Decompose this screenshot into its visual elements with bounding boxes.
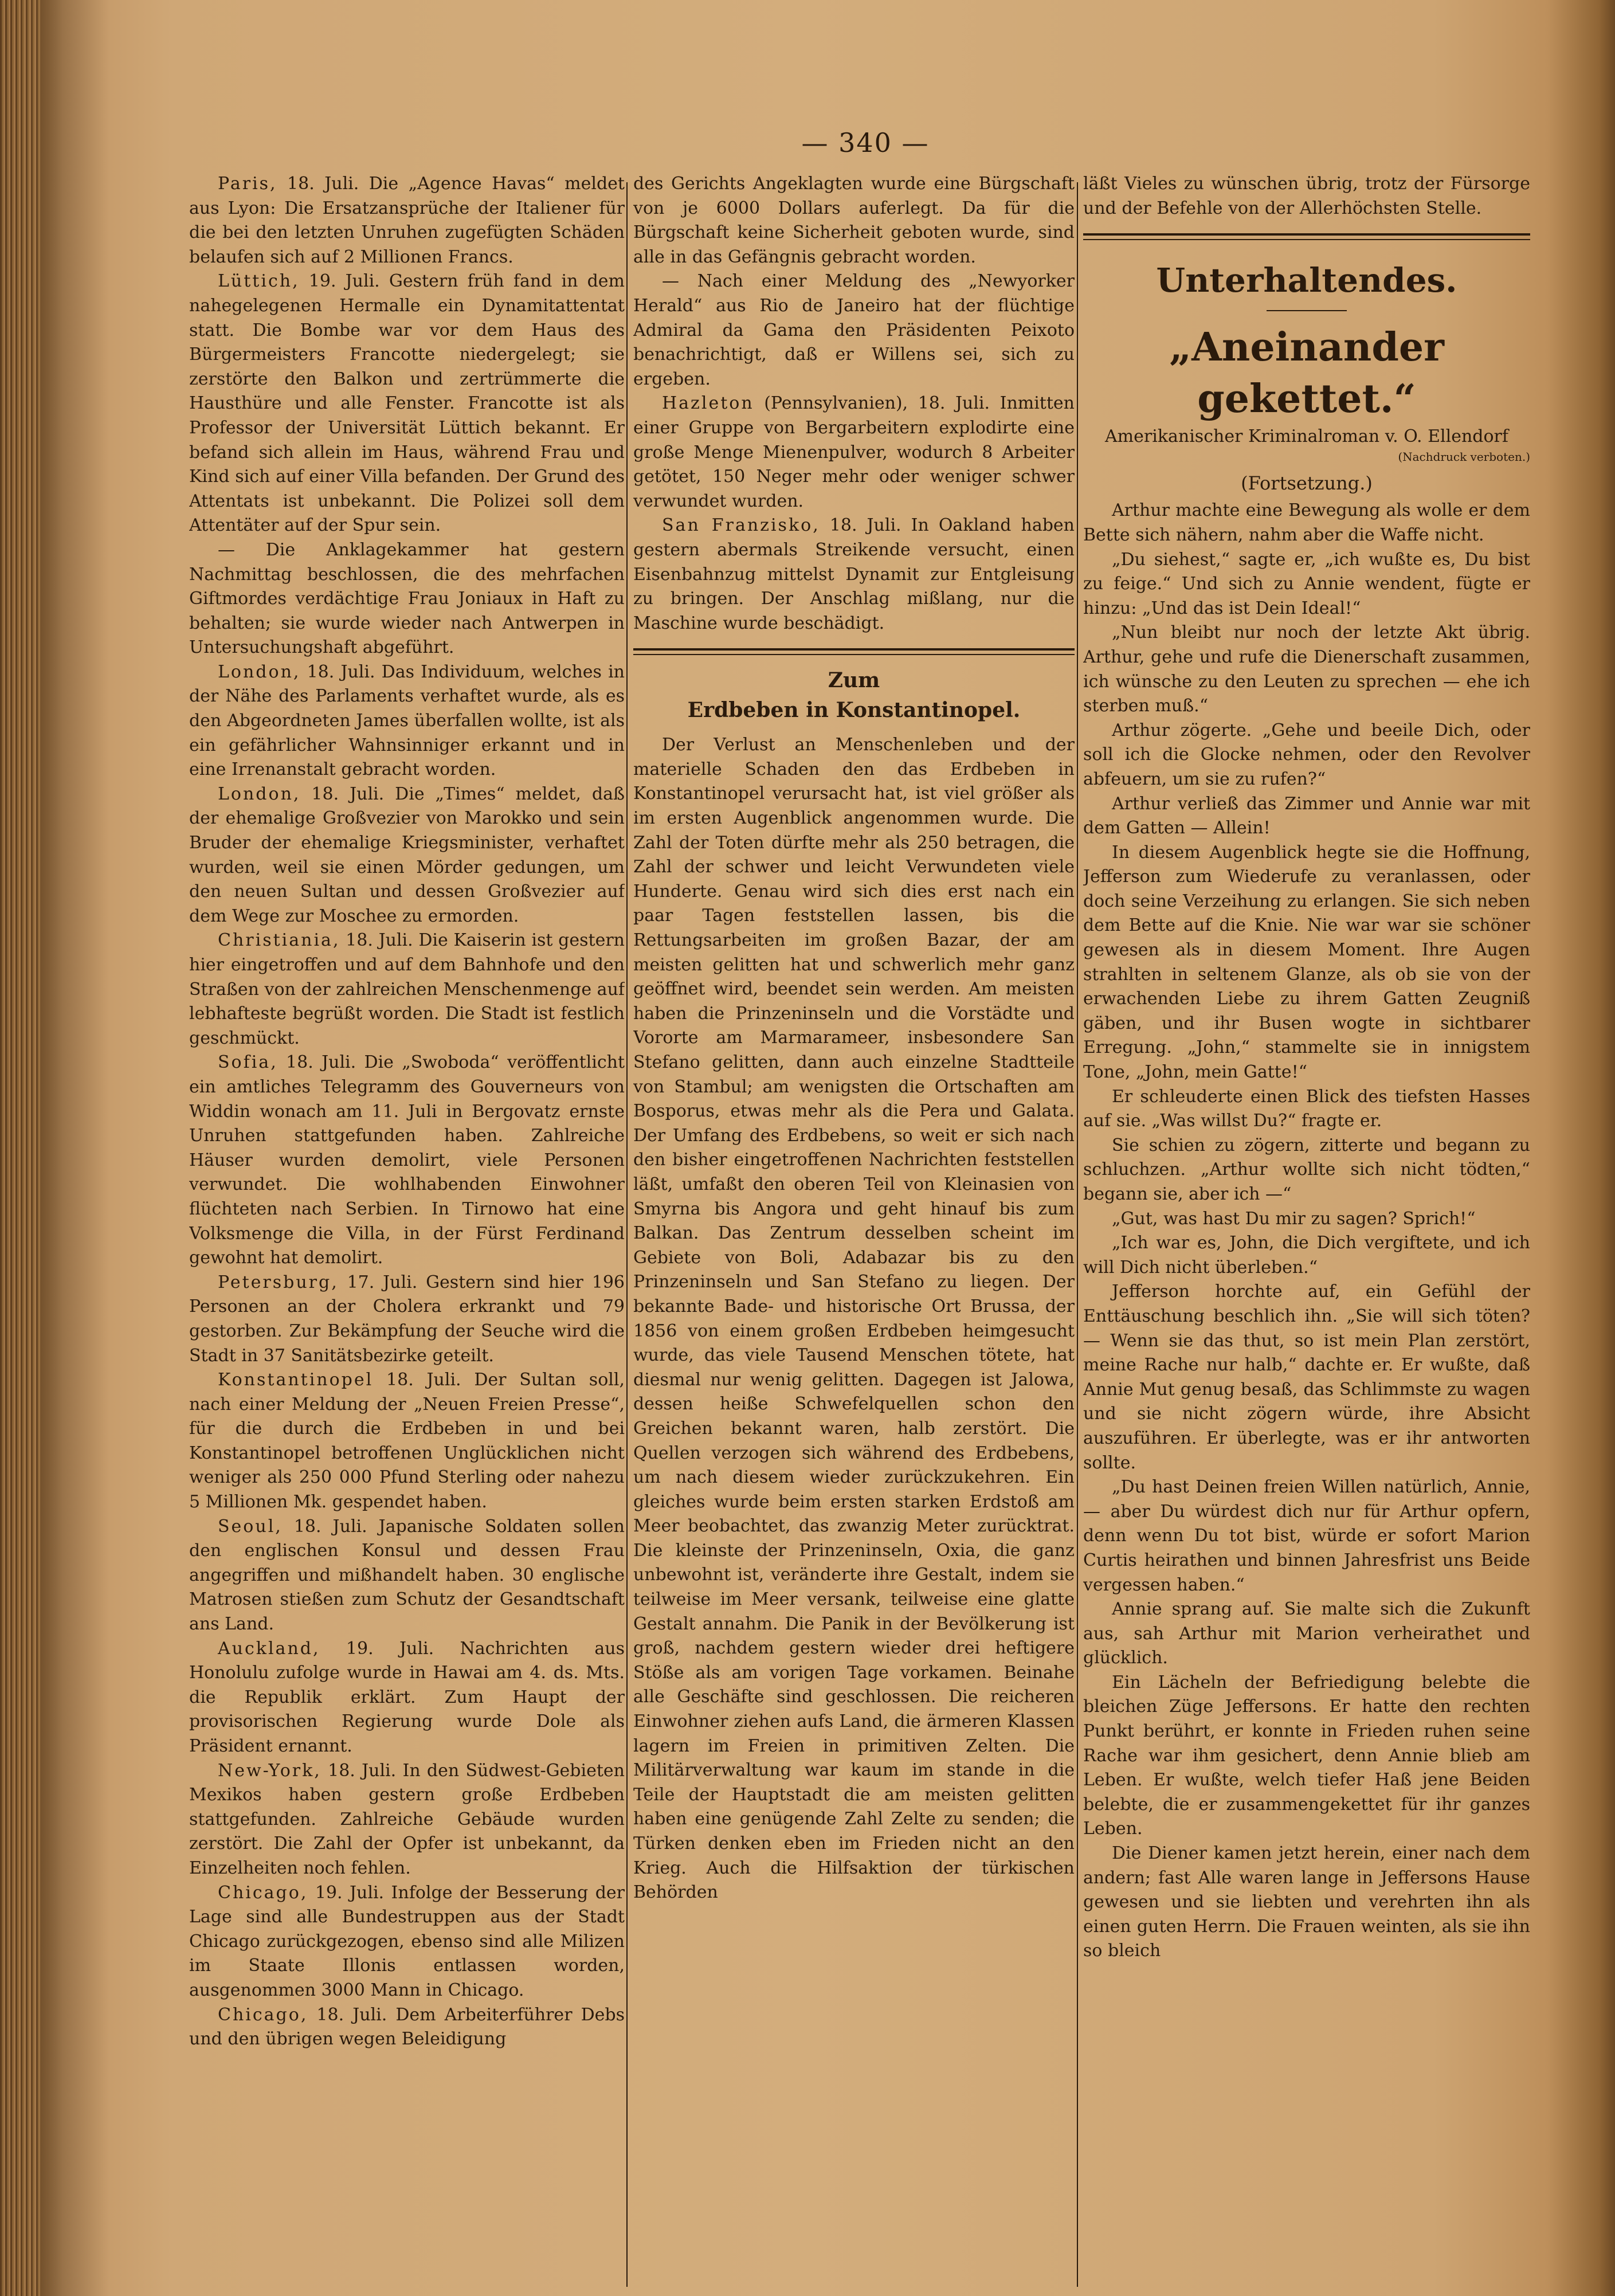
dateline: Lüttich,: [218, 271, 300, 292]
news-item: [189, 660, 625, 782]
news-item: [189, 269, 625, 538]
novel-paragraph: Ein Lächeln der Befriedigung belebte die bleichen Züge Jeffersons. Er hatte den rechten Punkt berührt, er konnte in Frieden ruhen seine Rache war ihm gesichert, denn Annie blieb am Leben. Er wußte, welch tiefer Haß jene Beiden belebte, die er zusammengekettet für ihr ganzes Leben.: [1083, 1672, 1530, 1839]
article-continuation: läßt Vieles zu wünschen übrig, trotz der Fürsorge und der Befehle von der Allerhöchsten Stelle.: [1083, 174, 1530, 218]
dateline: Konstantinopel: [218, 1370, 374, 1390]
news-item: [633, 514, 1075, 636]
novel-paragraph: „Ich war es, John, die Dich vergiftete, und ich will Dich nicht überleben.“: [1083, 1233, 1530, 1278]
news-item: [633, 172, 1075, 269]
column-news-middle: [633, 172, 1075, 2287]
novel-title: „Aneinander gekettet.“: [1169, 324, 1444, 422]
continuation-label: (Fortsetzung.): [1241, 472, 1373, 494]
news-text: (Pennsylvanien), 18. Juli. Inmitten einer Gruppe von Bergarbeitern explodirte eine große Menge Mienenpulver, wodurch 8 Arbeiter getötet, 150 Neger mehr oder weniger schwer verwundet wurden.: [633, 393, 1075, 511]
news-text: des Gerichts Angeklagten wurde eine Bürgschaft von je 6000 Dollars auferlegt. Da für die Bürgschaft keine Sicherheit geboten wurde, sind alle in das Gefängnis gebracht worden.: [633, 174, 1075, 267]
novel-paragraph: Er schleuderte einen Blick des tiefsten Hasses auf sie. „Was willst Du?“ fragte er.: [1083, 1086, 1530, 1131]
news-text: 18. Juli. Dem Arbeiterführer Debs und den übrigen wegen Beleidigung: [189, 2004, 625, 2050]
article-body: Der Verlust an Menschenleben und der materielle Schaden den das Erdbeben in Konstantinopel verursacht hat, ist viel größer als im ersten Augenblick angenommen wurde. Die Zahl der Toten dürfte mehr als 250 betragen, die Zahl der schwer und leicht Verwundeten viele Hunderte. Genau wird sich dies erst nach ein paar Tagen feststellen lassen, bis die Rettungsarbeiten im großen Bazar, der am meisten gelitten hat und schwerlich mehr ganz geöffnet wird, beendet sein werden. Am meisten haben die Prinzeninseln und die Vorstädte und Vororte am Marmarameer, insbesondere San Stefano gelitten, dann auch einzelne Stadtteile von Stambul; am wenigsten die Ortschaften am Bosporus, etwas mehr als die Pera und Galata. Der Umfang des Erdbebens, so weit er sich nach den bisher eingetroffenen Nachrichten feststellen läßt, umfaßt den oberen Teil von Kleinasien von Smyrna bis Angora und geht hinauf bis zum Balkan. Das Zentrum desselben scheint im Gebiete von Boli, Adabazar bis zu den Prinzeninseln und San Stefano zu liegen. Der bekannte Bade- und historische Ort Brussa, der 1856 von einem großen Erdbeben heimgesucht wurde, das viele Tausend Menschen tötete, hat diesmal nur wenig gelitten. Dagegen ist Jalowa, dessen heiße Schwefelquellen schon den Greichen bekannt waren, halb zerstört. Die Quellen verzogen sich während des Erdbebens, um nach diesem wieder zurückzukehren. Ein gleiches wurde beim ersten starken Erdstoß am Meer beobachtet, das zwanzig Meter zurücktrat. Die kleinste der Prinzeninseln, Oxia, die ganz unbewohnt ist, veränderte ihre Gestalt, indem sie teilweise im Meer versank, teilweise eine glatte Gestalt annahm. Die Panik in der Bevölkerung ist groß, nachdem gestern wieder drei heftigere Stöße als am vorigen Tage vorkamen. Beinahe alle Geschäfte sind geschlossen. Die reicheren Einwohner ziehen aufs Land, die ärmeren Klassen lagern im Freien in primitiven Zelten. Die Militärverwaltung war kaum im stande in die Teile der Hauptstadt die am meisten gelitten haben eine genügende Zahl Zelte zu senden; die Türken denken eben im Frieden nicht an den Krieg. Auch die Hilfsaktion der türkischen Behörden: [633, 735, 1075, 1903]
novel-paragraph: Arthur zögerte. „Gehe und beeile Dich, oder soll ich die Glocke nehmen, oder den Revolver abfeuern, um sie zu rufen?“: [1083, 720, 1530, 789]
novel-paragraph: In diesem Augenblick hegte sie die Hoffnung, Jefferson zum Wiederufe zu veranlassen, oder doch seine Verzeihung zu erlangen. Sie sich neben dem Bette auf die Knie. Nie war war sie schöner gewesen als in diesem Moment. Ihre Augen strahlten in seltenem Glanze, als ob sie von der erwachenden Liebe zu ihrem Gatten Zeugniß gäben, und ihr Busen wogte in sichtbarer Erregung. „John,“ stammelte sie in innigstem Tone, „John, mein Gatte!“: [1083, 842, 1530, 1083]
novel-paragraph: „Du hast Deinen freien Willen natürlich, Annie, — aber Du würdest dich nur für Arthur opfern, denn wenn Du tot bist, würde er sofort Marion Curtis heirathen und binnen Jahresfrist uns Beide vergessen haben.“: [1083, 1477, 1530, 1595]
news-text: 18. Juli. Die „Agence Havas“ meldet aus Lyon: Die Ersatzansprüche der Italiener für die bei den letzten Unruhen zugefügten Schäden belaufen sich auf 2 Millionen Francs.: [189, 174, 625, 267]
news-item: [189, 928, 625, 1051]
novel-paragraph: Arthur verließ das Zimmer und Annie war mit dem Gatten — Allein!: [1083, 793, 1530, 839]
news-text: 18. Juli. Die „Times“ meldet, daß der ehemalige Großvezier von Marokko und sein Bruder der ehemalige Kriegsminister, verhaftet wurden, weil sie einen Mörder gedungen, um den neuen Sultan und dessen Großvezier auf dem Wege zur Moschee zu ermorden.: [189, 783, 625, 926]
column-news-left: [189, 172, 625, 2287]
novel-subtitle: Amerikanischer Kriminalroman v. O. Ellendorf: [1105, 426, 1508, 447]
news-item: [633, 269, 1075, 391]
column-rule-2: [1077, 182, 1078, 2287]
news-item: [189, 172, 625, 269]
news-item: [189, 1051, 625, 1270]
section-divider: [1083, 233, 1530, 240]
novel-paragraph: Die Diener kamen jetzt herein, einer nach dem andern; fast Alle waren lange in Jeffersons Hause gewesen und sie liebten und verehrten ihn als einen guten Herrn. Die Frauen weinten, als sie ihn so bleich: [1083, 1843, 1530, 1961]
news-text: 18. Juli. Das Individuum, welches in der Nähe des Parlaments verhaftet wurde, als es den Abgeordneten James überfallen wollte, ist als ein gefährlicher Wahnsinniger erkannt und in eine Irrenanstalt gebracht worden.: [189, 661, 625, 780]
news-item: [189, 1515, 625, 1637]
news-text: 19. Juli. Nachrichten aus Honolulu zufolge wurde in Hawai am 4. ds. Mts. die Republik erklärt. Zum Haupt der provisorischen Regierung wurde Dole als Präsident ernannt.: [189, 1638, 625, 1756]
section-heading: Unterhaltendes.: [1156, 261, 1457, 300]
dateline: San Franzisko,: [662, 515, 820, 536]
novel-paragraph: Arthur machte eine Bewegung als wolle er dem Bette sich nähern, nahm aber die Waffe nicht.: [1083, 500, 1530, 545]
dateline: Seoul,: [218, 1516, 283, 1537]
novel-paragraph: Sie schien zu zögern, zitterte und begann zu schluchzen. „Arthur wollte sich nicht tödten,“ begann sie, aber ich —“: [1083, 1135, 1530, 1204]
dateline: London,: [218, 661, 301, 682]
book-edge: [0, 0, 40, 2296]
section-divider: [633, 648, 1075, 655]
dateline: Chicago,: [218, 2004, 308, 2025]
news-text: 18. Juli. Der Sultan soll, nach einer Meldung der „Neuen Freien Presse“, für die durch die Erdbeben in und bei Konstantinopel betroffenen Unglücklichen nicht weniger als 250 000 Pfund Sterling oder nahezu 5 Millionen Mk. gespendet haben.: [189, 1370, 625, 1513]
news-item: [189, 782, 625, 929]
column-rule-1: [626, 182, 628, 2287]
news-text: — Nach einer Meldung des „Newyorker Herald“ aus Rio de Janeiro hat der flüchtige Admiral da Gama den Präsidenten Peixoto benachrichtigt, daß er Willens sei, sich zu ergeben.: [633, 271, 1075, 389]
news-item: [189, 1368, 625, 1515]
news-item: [189, 1881, 625, 2003]
news-text: 18. Juli. Japanische Soldaten sollen den englischen Konsul und dessen Frau angegriffen und mißhandelt haben. 30 englische Matrosen stießen zum Schutz der Gesandtschaft ans Land.: [189, 1516, 625, 1635]
news-text: 18. Juli. In Oakland haben gestern abermals Streikende versucht, einen Eisenbahnzug mittelst Dynamit zur Entgleisung zu bringen. Der Anschlag mißlang, nur die Maschine wurde beschädigt.: [633, 515, 1075, 633]
novel-paragraph: „Nun bleibt nur noch der letzte Akt übrig. Arthur, gehe und rufe die Dienerschaft zusammen, ich wünsche zu den Leuten zu sprechen — ehe ich sterben muß.“: [1083, 622, 1530, 716]
news-text: 18. Juli. Die „Swoboda“ veröffentlicht ein amtliches Telegramm des Gouverneurs von Widdin wonach am 11. Juli in Bergovatz ernste Unruhen stattgefunden haben. Zahlreiche Häuser wurden demolirt, viele Personen verwundet. Die wohlhabenden Einwohner flüchteten nach Serbien. In Tirnowo hat eine Volksmenge die Villa, in der Fürst Ferdinand gewohnt hat demolirt.: [189, 1052, 625, 1268]
novel-paragraph: Annie sprang auf. Sie malte sich die Zukunft aus, sah Arthur mit Marion verheirathet und glücklich.: [1083, 1599, 1530, 1668]
news-item: [189, 2003, 625, 2052]
dateline: New-York,: [218, 1760, 322, 1781]
news-item: [633, 391, 1075, 514]
novel-paragraph: Jefferson horchte auf, ein Gefühl der Enttäuschung beschlich ihn. „Sie will sich töten? — Wenn sie das thut, so ist mein Plan zerstört, meine Rache nur halb,“ dachte er. Er wußte, daß Annie Mut genug besaß, das Schlimmste zu wagen und sie nicht zögern würde, ihre Absicht auszuführen. Er überlegte, was er ihr antworten sollte.: [1083, 1282, 1530, 1473]
dateline: London,: [218, 783, 301, 804]
dateline: Chicago,: [218, 1882, 308, 1903]
page-number: — 340 —: [801, 127, 930, 158]
dateline: Auckland,: [218, 1638, 320, 1659]
news-item: [189, 1759, 625, 1881]
dateline: Sofia,: [218, 1052, 278, 1073]
news-text: 18. Juli. Die Kaiserin ist gestern hier eingetroffen und auf dem Bahnhofe und den Straßen von der zahlreichen Menschenmenge auf lebhafteste begrüßt worden. Die Stadt ist festlich geschmückt.: [189, 930, 625, 1048]
binding-shadow: [40, 0, 109, 2296]
dateline: Paris,: [218, 174, 277, 194]
column-feuilleton: [1083, 172, 1530, 2287]
news-text: 17. Juli. Gestern sind hier 196 Personen an der Cholera erkrankt und 79 gestorben. Zur Bekämpfung der Seuche wird die Stadt in 37 Sanitätsbezirke geteilt.: [189, 1272, 625, 1366]
news-item: [189, 1637, 625, 1759]
dateline: Christiania,: [218, 930, 340, 951]
news-text: 19. Juli. Gestern früh fand in dem nahegelegenen Hermalle ein Dynamitattentat statt. Die Bombe war vor dem Haus des Bürgermeisters Francotte niedergelegt; sie zerstörte den Balkon und zertrümmerte die Hausthüre und alle Fenster. Francotte ist als Professor der Universität Lüttich bekannt. Er befand sich allein im Haus, während Frau und Kind sich auf einer Villa befanden. Der Grund des Attentats ist unbekannt. Die Polizei soll dem Attentäter auf der Spur sein.: [189, 271, 625, 536]
section-title-line-2: Erdbeben in Konstantinopel.: [687, 698, 1021, 723]
novel-paragraph: „Du siehest,“ sagte er, „ich wußte es, Du bist zu feige.“ Und sich zu Annie wendent, fügte er hinzu: „Und das ist Dein Ideal!“: [1083, 549, 1530, 618]
short-divider: [1267, 310, 1347, 311]
dateline: Hazleton: [662, 393, 754, 414]
reprint-notice: (Nachdruck verboten.): [1398, 449, 1530, 464]
dateline: Petersburg,: [218, 1272, 339, 1292]
news-text: 19. Juli. Infolge der Besserung der Lage sind alle Bundestruppen aus der Stadt Chicago zurückgezogen, ebenso sind alle Milizen im Staate Illonis entlassen worden, ausgenommen 3000 Mann in Chicago.: [189, 1882, 625, 2000]
news-item: [189, 1271, 625, 1368]
news-item: [189, 538, 625, 660]
news-text: — Die Anklagekammer hat gestern Nachmittag beschlossen, die des mehrfachen Giftmordes verdächtige Frau Joniaux in Haft zu behalten; sie wurde wieder nach Antwerpen in Untersuchungshaft abgeführt.: [189, 539, 625, 658]
novel-paragraph: „Gut, was hast Du mir zu sagen? Sprich!“: [1112, 1208, 1476, 1229]
section-title-line-1: Zum: [828, 668, 880, 693]
news-text: 18. Juli. In den Südwest-Gebieten Mexikos haben gestern große Erdbeben stattgefunden. Zahlreiche Gebäude wurden zerstört. Die Zahl der Opfer ist unbekannt, da Einzelheiten noch fehlen.: [189, 1760, 625, 1878]
